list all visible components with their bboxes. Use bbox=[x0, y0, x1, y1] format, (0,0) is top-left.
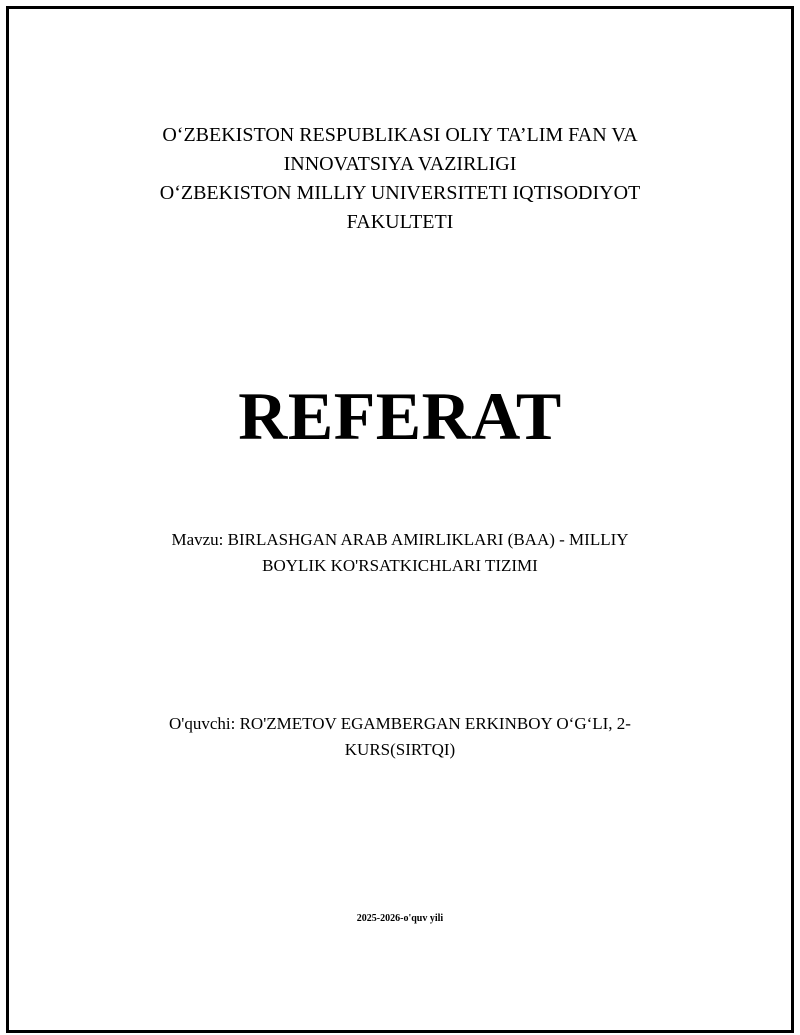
academic-year: 2025-2026-o'quv yili bbox=[356, 913, 444, 924]
ministry-header bbox=[0, 121, 800, 237]
topic-line-1: Mavzu: BIRLASHGAN ARAB AMIRLIKLARI (BAA) - MILLIY bbox=[171, 530, 629, 549]
ministry-header-line-2: INNOVATSIYA VAZIRLIGI bbox=[283, 153, 517, 175]
student-info bbox=[0, 711, 800, 763]
ministry-header-line-3: O‘ZBEKISTON MILLIY UNIVERSITETI IQTISODIYOT bbox=[159, 182, 641, 204]
document-title: REFERAT bbox=[238, 378, 562, 454]
ministry-header-line-4: FAKULTETI bbox=[346, 211, 454, 233]
topic bbox=[0, 527, 800, 579]
student-line-1: O'quvchi: RO'ZMETOV EGAMBERGAN ERKINBOY O‘G‘LI, 2- bbox=[169, 714, 631, 733]
student-line-2: KURS(SIRTQI) bbox=[344, 740, 456, 759]
ministry-header-line-1: O‘ZBEKISTON RESPUBLIKASI OLIY TA’LIM FAN VA bbox=[162, 124, 638, 146]
topic-line-2: BOYLIK KO'RSATKICHLARI TIZIMI bbox=[262, 556, 538, 575]
